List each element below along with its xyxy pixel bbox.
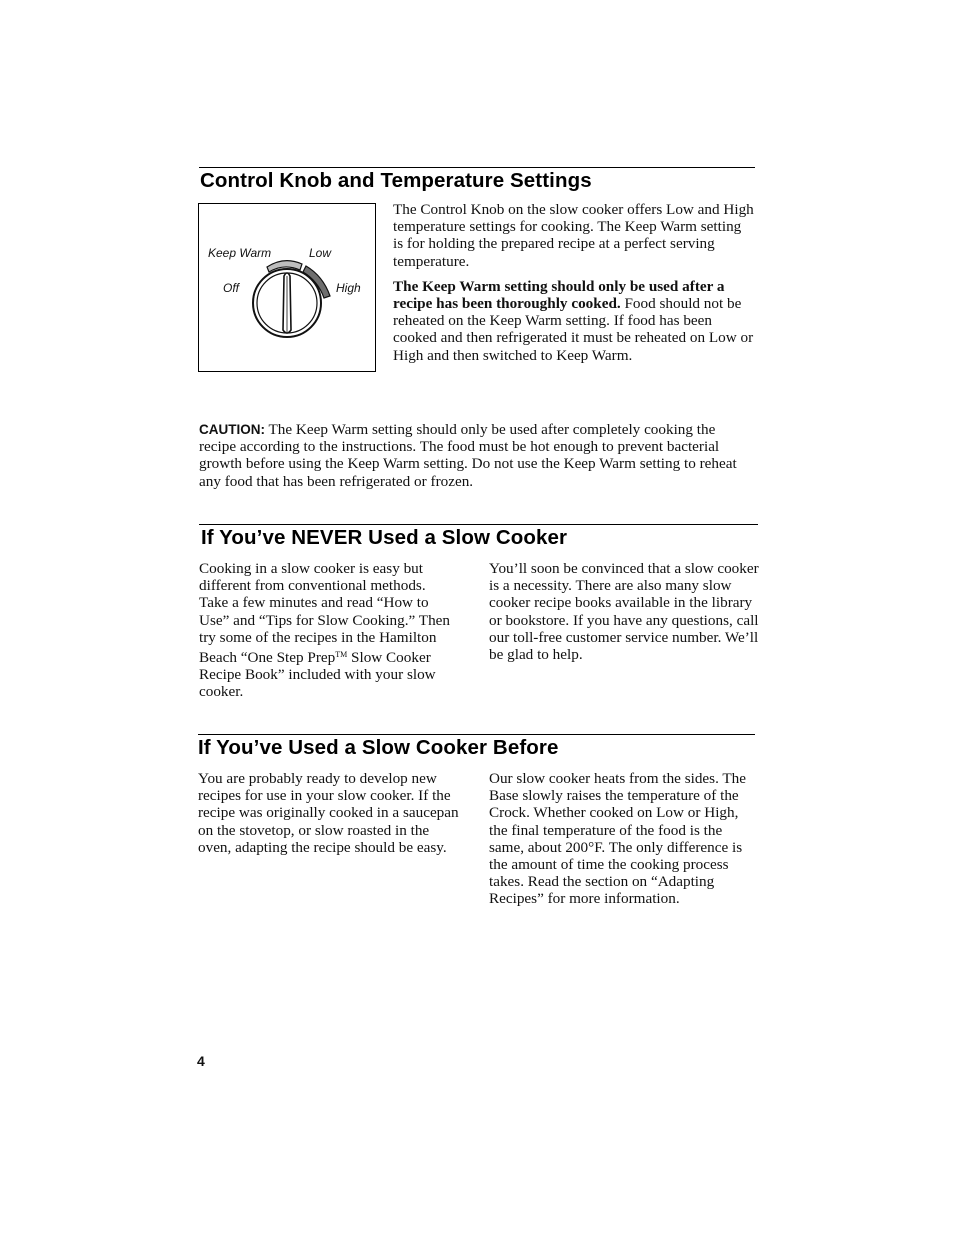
dial-label-keep-warm: Keep Warm xyxy=(208,246,272,260)
section1-rule xyxy=(199,167,755,168)
section3-title: If You’ve Used a Slow Cooker Before xyxy=(198,736,559,759)
dial-label-high: High xyxy=(336,281,361,295)
section2-title: If You’ve NEVER Used a Slow Cooker xyxy=(201,526,568,549)
page-number: 4 xyxy=(197,1053,205,1069)
section1-title: Control Knob and Temperature Settings xyxy=(200,169,592,192)
section1-warning xyxy=(393,278,755,364)
section1-text xyxy=(393,201,755,364)
section3-rule xyxy=(198,734,755,735)
section2-col1 xyxy=(199,560,455,701)
caution-label: CAUTION: xyxy=(199,422,265,437)
section2-col1-part2: Slow Cooker Recipe Book” included with your slow cooker. xyxy=(199,649,436,701)
section2-col2: You’ll soon be convinced that a slow cooker is a necessity. There are also many slow cooker recipe books available in the library or bookstore. If you have any questions, call our toll-free customer service number. We’ll be glad to help. xyxy=(489,560,759,664)
trademark-mark: TM xyxy=(335,650,348,660)
section1-intro: The Control Knob on the slow cooker offers Low and High temperature settings for cooking. The Keep Warm setting is for holding the prepared recipe at a perfect serving temperature. xyxy=(393,201,754,270)
dial-label-off: Off xyxy=(223,281,240,295)
dial-label-low: Low xyxy=(309,246,332,260)
section3-col1: You are probably ready to develop new recipes for use in your slow cooker. If the recipe was originally cooked in a saucepan on the stovetop, or slow roasted in the oven, adapting the recipe should be easy. xyxy=(198,770,459,856)
caution-text: The Keep Warm setting should only be used after completely cooking the recipe according to the instructions. The food must be hot enough to prevent bacterial growth before using the Keep Warm setting. Do not use the Keep Warm setting to reheat any food that has been refrigerated or frozen. xyxy=(199,421,737,490)
section1-warning-bold: The Keep Warm setting should only be used after a recipe has been thoroughly cooked. xyxy=(393,277,725,313)
section2-rule xyxy=(199,524,758,525)
control-knob-icon xyxy=(199,204,375,371)
section3-col2: Our slow cooker heats from the sides. The Base slowly raises the temperature of the Crock. Whether cooked on Low or High, the final temperature of the food is the same, about 200°F. The only difference is the amount of time the cooking process takes. Read the section on “Adapting Recipes” for more information. xyxy=(489,770,747,908)
control-knob-diagram xyxy=(198,203,376,372)
section1-warning-rest: Food should not be reheated on the Keep Warm setting. If food has been cooked and then refrigerated it must be reheated on Low or High and then switched to Keep Warm. xyxy=(393,295,754,364)
caution-paragraph xyxy=(199,421,744,490)
section2-col1-part1: Cooking in a slow cooker is easy but different from conventional methods. Take a few minutes and read “How to Use” and “Tips for Slow Cooking.” Then try some of the recipes in the Hamilton Beach “One Step Prep xyxy=(199,560,451,667)
